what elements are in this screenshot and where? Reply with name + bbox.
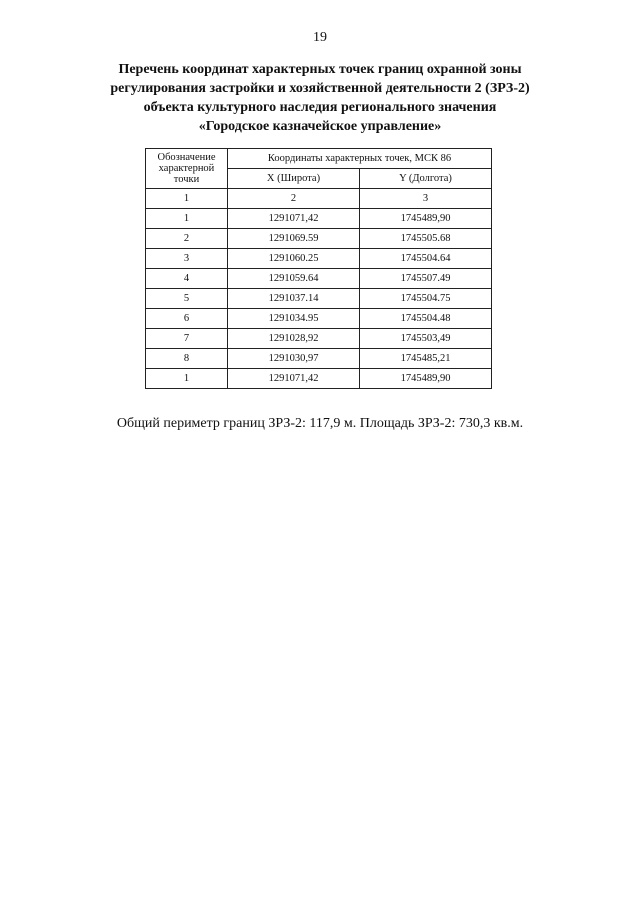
cell-point: 8 xyxy=(146,349,228,369)
cell-x: 1291028,92 xyxy=(228,329,360,349)
cell-point: 6 xyxy=(146,309,228,329)
cell-x: 1291060.25 xyxy=(228,249,360,269)
table-row xyxy=(146,269,492,289)
cell-point: 1 xyxy=(146,209,228,229)
cell-y: 1745503,49 xyxy=(360,329,492,349)
cell-y: 1745504.48 xyxy=(360,309,492,329)
cell-y: 1745505.68 xyxy=(360,229,492,249)
cell-y: 1745504.75 xyxy=(360,289,492,309)
cell-x: 1291071,42 xyxy=(228,369,360,389)
cell-y: 1745489,90 xyxy=(360,209,492,229)
page-number: 19 xyxy=(313,30,327,45)
cell-point: 5 xyxy=(146,289,228,309)
cell-point: 7 xyxy=(146,329,228,349)
cell-x: 1291034.95 xyxy=(228,309,360,329)
cell-y: 1745489,90 xyxy=(360,369,492,389)
cell-x: 1291059.64 xyxy=(228,269,360,289)
table-row xyxy=(146,209,492,229)
table-row xyxy=(146,369,492,389)
header-x: X (Широта) xyxy=(228,169,360,189)
table-row xyxy=(146,349,492,369)
column-number: 3 xyxy=(360,189,492,209)
cell-point: 1 xyxy=(146,369,228,389)
cell-x: 1291069.59 xyxy=(228,229,360,249)
column-number-row xyxy=(146,189,492,209)
cell-y: 1745507.49 xyxy=(360,269,492,289)
cell-x: 1291030,97 xyxy=(228,349,360,369)
cell-point: 3 xyxy=(146,249,228,269)
table-header-row xyxy=(146,149,492,169)
header-y: Y (Долгота) xyxy=(360,169,492,189)
header-coords: Координаты характерных точек, МСК 86 xyxy=(228,149,492,169)
title-line: объекта культурного наследия регионального значения xyxy=(143,100,497,115)
table-row xyxy=(146,229,492,249)
document-title xyxy=(90,60,550,136)
perimeter-area-summary: Общий периметр границ ЗРЗ-2: 117,9 м. Площадь ЗРЗ-2: 730,3 кв.м. xyxy=(116,416,524,431)
cell-point: 2 xyxy=(146,229,228,249)
cell-point: 4 xyxy=(146,269,228,289)
cell-y: 1745485,21 xyxy=(360,349,492,369)
table-row xyxy=(146,329,492,349)
table-row xyxy=(146,249,492,269)
title-line: «Городское казначейское управление» xyxy=(198,119,442,134)
cell-y: 1745504.64 xyxy=(360,249,492,269)
title-line: регулирования застройки и хозяйственной деятельности 2 (ЗРЗ-2) xyxy=(110,81,530,96)
title-line: Перечень координат характерных точек границ охранной зоны xyxy=(118,62,522,77)
cell-x: 1291037.14 xyxy=(228,289,360,309)
coordinates-table-body xyxy=(146,149,492,389)
table-row xyxy=(146,309,492,329)
coordinates-table xyxy=(145,148,492,389)
header-point: Обозначение характерной точки xyxy=(146,149,228,189)
column-number: 2 xyxy=(228,189,360,209)
column-number: 1 xyxy=(146,189,228,209)
cell-x: 1291071,42 xyxy=(228,209,360,229)
table-row xyxy=(146,289,492,309)
